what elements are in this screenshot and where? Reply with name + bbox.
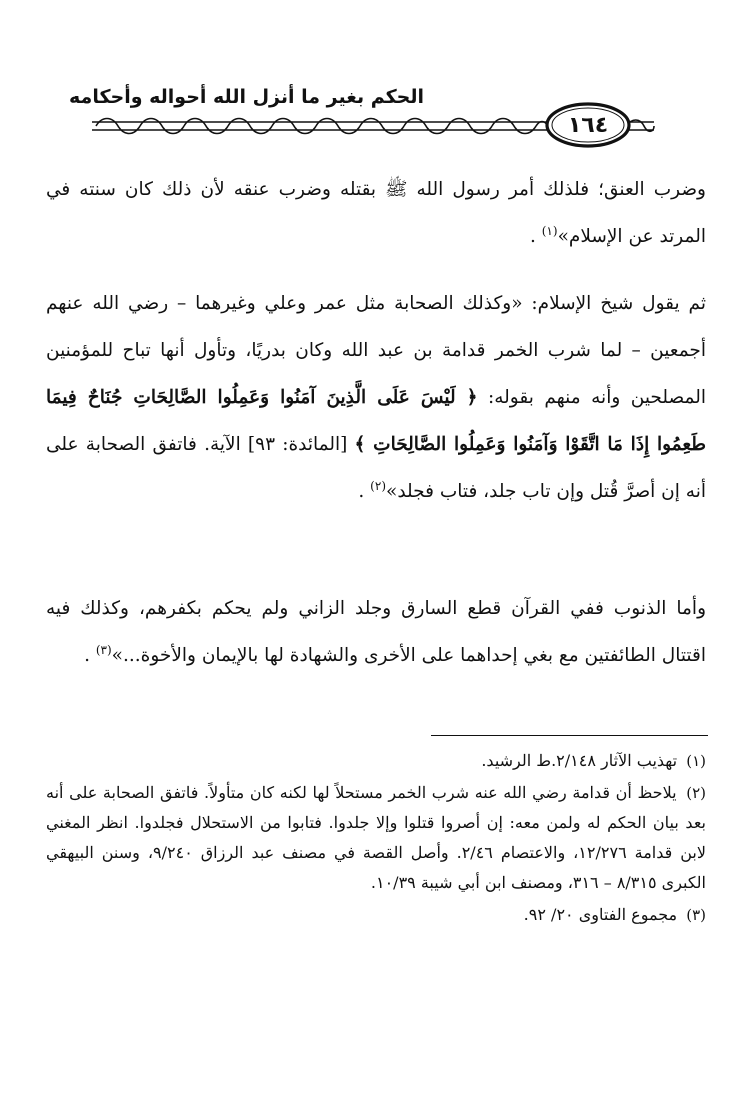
footnote-marker: (٢) [686, 784, 706, 802]
quran-verse: ﴿ لَيْسَ عَلَى الَّذِينَ آمَنُوا وَعَمِلُوا الصَّالِحَاتِ جُنَاحٌ فِيمَا طَعِمُوا إِذَا مَا اتَّقَوْا وَآمَنُوا وَعَمِلُوا الصَّالِحَاتِ ﴾ [46, 387, 707, 455]
footnote-item [46, 778, 706, 898]
footnote-ref-2: (٢) [370, 478, 386, 493]
paragraph-3-text: وأما الذنوب ففي القرآن قطع السارق وجلد الزاني ولم يحكم بكفرهم، وكذلك فيه اقتتال الطائفتين مع بغي إحداهما على الأخرى والشهادة لها بالإيمان والأخوة...» [46, 598, 706, 666]
footnote-marker: (١) [686, 752, 706, 770]
footnote-marker: (٣) [686, 906, 706, 924]
footnote-text: مجموع الفتاوى ٢٠/ ٩٢. [523, 905, 678, 924]
footnote-ref-1: (١) [541, 223, 558, 238]
paragraph-2-intro: ثم يقول شيخ الإسلام: «وكذلك الصحابة مثل عمر وعلي وغيرهما – رضي الله عنهم أجمعين – لما شرب الخمر قدامة بن عبد الله وكان بدريًا، وتأول أنها تباح للمؤمنين المصلحين وأنه منهم بقوله: [46, 293, 707, 408]
paragraph-2-after: [المائدة: ٩٣] الآية. فاتفق الصحابة على أنه إن أصرَّ قُتل وإن تاب جلد، فتاب فجلد» [46, 434, 706, 502]
page-number: ١٦٤ [567, 112, 609, 138]
running-title: الحكم بغير ما أنزل الله أحواله وأحكامه [69, 86, 424, 108]
footnote-item [46, 746, 706, 776]
footnote-item [46, 900, 706, 930]
footnote-ref-3: (٣) [95, 642, 112, 657]
footnotes [46, 746, 706, 932]
footnote-text: تهذيب الآثار ٢/١٤٨.ط الرشيد. [481, 751, 678, 770]
paragraph-2: ثم يقول شيخ الإسلام: «وكذلك الصحابة مثل عمر وعلي وغيرهما – رضي الله عنهم أجمعين – لما شرب الخمر قدامة بن عبد الله وكان بدريًا، وتأول أنها تباح للمؤمنين المصلحين وأنه منهم بقوله: ﴿ لَيْسَ عَلَى الَّذِينَ آمَنُوا وَعَمِلُوا الصَّالِحَاتِ جُنَاحٌ فِيمَا طَعِمُوا إِذَا مَا اتَّقَوْا وَآمَنُوا وَعَمِلُوا الصَّالِحَاتِ ﴾ [المائدة: ٩٣] الآية. فاتفق الصحابة على أنه إن أصرَّ قُتل وإن تاب جلد، فتاب فجلد»$^{(٢)}$ . [46, 293, 707, 502]
footnote-divider [431, 735, 708, 736]
footnote-text: يلاحظ أن قدامة رضي الله عنه شرب الخمر مستحلاً لها لكنه كان متأولاً. فاتفق الصحابة على أنه بعد بيان الحكم له ولمن معه: إن أصروا قتلوا وإلا جلدوا. فتابوا من الاستحلال فجلدوا. انظر المغني لابن قدامة ١٢/٢٧٦، والاعتصام ٢/٤٦. وأصل القصة في مصنف عبد الرزاق ٩/٢٤٠، وسنن البيهقي الكبرى ٨/٣١٥ – ٣١٦، ومصنف ابن أبي شيبة ١٠/٣٩. [46, 783, 706, 892]
paragraph-1: وضرب العنق؛ فلذلك أمر رسول الله ﷺ بقتله وضرب عنقه لأن ذلك كان سنته في المرتد عن الإسلام»$^{(١)}$ . [46, 179, 706, 247]
paragraph-3: وأما الذنوب ففي القرآن قطع السارق وجلد الزاني ولم يحكم بكفرهم، وكذلك فيه اقتتال الطائفتين مع بغي إحداهما على الأخرى والشهادة لها بالإيمان والأخوة...»$^{(٣)}$ . [46, 598, 706, 666]
paragraph-1-text: وضرب العنق؛ فلذلك أمر رسول الله ﷺ بقتله وضرب عنقه لأن ذلك كان سنته في المرتد عن الإسلام» [46, 179, 706, 247]
